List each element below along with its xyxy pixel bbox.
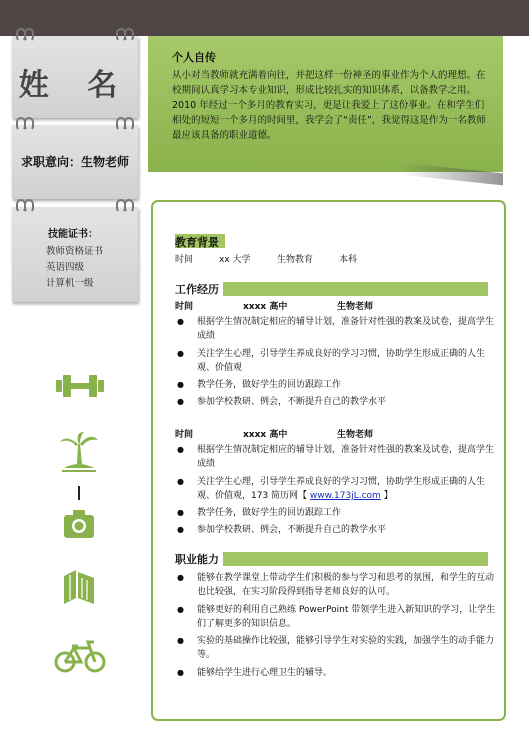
experience-row: 时间 xxxx 高中 生物老师 — [175, 430, 374, 440]
ring-icon — [24, 199, 34, 213]
ring-icon — [24, 28, 34, 42]
education-title: 教育背景 — [175, 236, 219, 249]
intro-section — [148, 36, 503, 172]
website-link[interactable]: www.173jL.com — [309, 491, 381, 501]
section-bar — [223, 552, 488, 566]
dumbbell-icon — [54, 372, 106, 400]
list-item: ● 能够更好的利用自己熟练 PowerPoint 带领学生进入新知识的学习，让学生们了解更多的知识信息。 — [177, 603, 497, 631]
list-item: ● 根据学生情况制定相应的辅导计划，准备针对性强的教案及试卷，提高学生成绩 — [177, 443, 497, 471]
skill-item: 英语四级 — [46, 262, 85, 273]
ring-icon — [24, 117, 34, 131]
list-item: ● 关注学生心理，引导学生养成良好的学习习惯，协助学生形成正确的人生观、价值观，173 简历网【 www.173jL.com 】 — [177, 475, 497, 503]
list-item: ● 能够给学生进行心理卫生的辅导。 — [177, 666, 497, 680]
list-item: ● 关注学生心理，引导学生养成良好的学习习惯，协助学生形成正确的人生观、价值观 — [177, 347, 497, 375]
skill-item: 教师资格证书 — [46, 246, 104, 257]
intro-body: 从小对当教师就充满着向往，并把这样一份神圣的事业作为个人的理想。在校期间认真学习本专业知识，形成比较扎实的知识体系，以备教学之用。2010 年经过一个多月的教育实习，更是让我爱上了这份事业。在和学生们相处的短短一个多月的时间里，我学会了“责任”，我觉得这是作为一名教师最应该具备的职业道德。 — [172, 70, 486, 141]
name-card — [12, 36, 138, 118]
experience-title: 工作经历 — [175, 283, 219, 296]
divider-mark — [78, 486, 80, 500]
list-item: ● 教学任务，做好学生的回访跟踪工作 — [177, 378, 497, 392]
ring-icon — [124, 199, 134, 213]
list-item: ● 参加学校教研、例会，不断提升自己的教学水平 — [177, 395, 497, 409]
list-item: ● 参加学校教研、例会，不断提升自己的教学水平 — [177, 523, 497, 537]
skills-title: 技能证书： — [48, 229, 98, 240]
list-item: ● 实验的基础操作比较强，能够引导学生对实验的实践，加强学生的动手能力等。 — [177, 634, 497, 662]
education-row: 时间 xx 大学 生物教育 本科 — [175, 255, 358, 265]
experience-row: 时间 xxxx 高中 生物老师 — [175, 302, 374, 312]
job-objective: 求职意向：生物老师 — [20, 155, 129, 169]
skills-card — [12, 207, 138, 302]
list-item: ● 能够在教学课堂上带动学生们积极的参与学习和思考的氛围，和学生的互动也比较强，在实习阶段得到指导老师良好的认可。 — [177, 571, 497, 599]
ring-icon — [124, 117, 134, 131]
person-name: 姓 名 — [18, 68, 132, 103]
ability-title: 职业能力 — [175, 553, 219, 566]
camera-icon — [62, 508, 96, 540]
books-icon — [62, 568, 96, 606]
list-item: ● 教学任务，做好学生的回访跟踪工作 — [177, 506, 497, 520]
skill-item: 计算机一级 — [46, 278, 94, 289]
palm-tree-icon — [58, 430, 100, 474]
bicycle-icon — [54, 640, 106, 674]
section-bar — [223, 282, 488, 296]
intro-title: 个人自传 — [172, 51, 216, 64]
objective-card — [12, 125, 138, 199]
list-item: ● 根据学生情况制定相应的辅导计划，准备针对性强的教案及试卷，提高学生成绩 — [177, 315, 497, 343]
ring-icon — [124, 28, 134, 42]
top-bar — [0, 0, 529, 36]
main-panel — [151, 200, 506, 721]
